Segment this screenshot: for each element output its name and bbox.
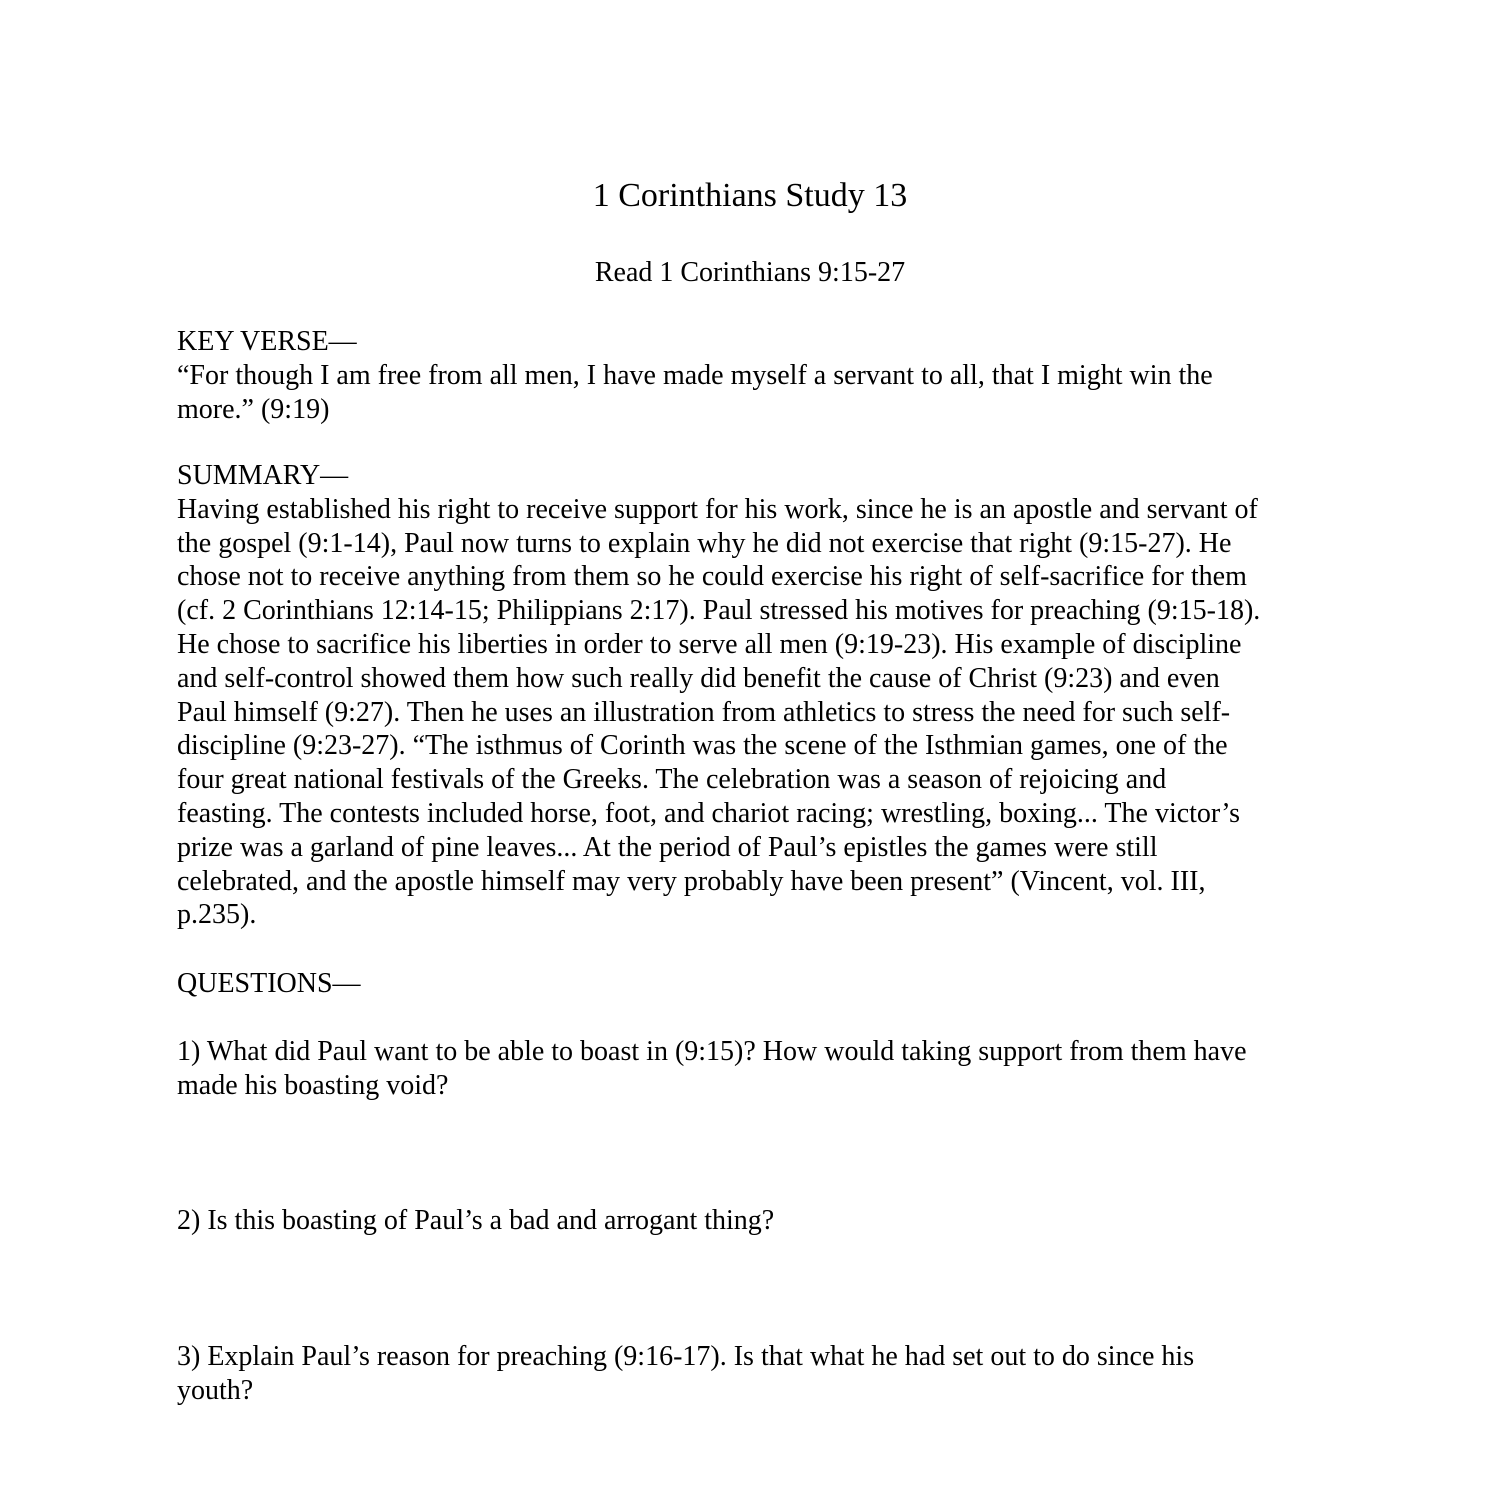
summary-text-line: feasting. The contests included horse, foot, and chariot racing; wrestling, boxing... The victor’s bbox=[177, 797, 1240, 829]
question-3 bbox=[177, 1340, 1337, 1408]
summary-text-line: p.235). bbox=[177, 899, 257, 931]
key-verse-text-line: more.” (9:19) bbox=[177, 393, 330, 425]
summary-text-line: the gospel (9:1-14), Paul now turns to explain why he did not exercise that right (9:15-27). He bbox=[177, 527, 1232, 559]
question-text-line: youth? bbox=[177, 1374, 254, 1406]
summary-text-line: He chose to sacrifice his liberties in order to serve all men (9:19-23). His example of discipline bbox=[177, 628, 1242, 660]
question-text-line: 1) What did Paul want to be able to boast in (9:15)? How would taking support from them have bbox=[177, 1036, 1247, 1067]
reading-assignment: Read 1 Corinthians 9:15-27 bbox=[594, 257, 906, 288]
summary-text-line: discipline (9:23-27). “The isthmus of Corinth was the scene of the Isthmian games, one of the bbox=[177, 730, 1228, 762]
key-verse-section bbox=[177, 325, 1337, 426]
question-text-line: made his boasting void? bbox=[177, 1069, 449, 1101]
question-2 bbox=[177, 1204, 1337, 1238]
summary-section bbox=[177, 459, 1337, 932]
summary-text-line: prize was a garland of pine leaves... At the period of Paul’s epistles the games were still bbox=[177, 831, 1158, 863]
summary-text-line: chose not to receive anything from them so he could exercise his right of self-sacrifice for them bbox=[177, 561, 1247, 593]
summary-text-line: four great national festivals of the Greeks. The celebration was a season of rejoicing and bbox=[177, 764, 1167, 796]
questions-heading: QUESTIONS— bbox=[177, 968, 361, 999]
key-verse-heading: KEY VERSE— bbox=[177, 326, 357, 357]
summary-heading: SUMMARY— bbox=[177, 460, 349, 491]
question-text-line: 2) Is this boasting of Paul’s a bad and arrogant thing? bbox=[177, 1205, 775, 1236]
summary-text-line: and self-control showed them how such really did benefit the cause of Christ (9:23) and even bbox=[177, 662, 1220, 694]
question-1 bbox=[177, 1035, 1337, 1103]
questions-section bbox=[177, 967, 1337, 1001]
document-title: 1 Corinthians Study 13 bbox=[592, 177, 908, 214]
summary-text-line: celebrated, and the apostle himself may very probably have been present” (Vincent, vol. III, bbox=[177, 865, 1206, 897]
summary-text-line: Paul himself (9:27). Then he uses an illustration from athletics to stress the need for such self- bbox=[177, 696, 1231, 728]
key-verse-text-line: “For though I am free from all men, I have made myself a servant to all, that I might win the bbox=[177, 359, 1213, 391]
summary-text-line: (cf. 2 Corinthians 12:14-15; Philippians 2:17). Paul stressed his motives for preaching (9:15-18). bbox=[177, 595, 1261, 627]
summary-text-line: Having established his right to receive support for his work, since he is an apostle and servant of bbox=[177, 493, 1258, 525]
question-text-line: 3) Explain Paul’s reason for preaching (9:16-17). Is that what he had set out to do since his bbox=[177, 1341, 1195, 1372]
